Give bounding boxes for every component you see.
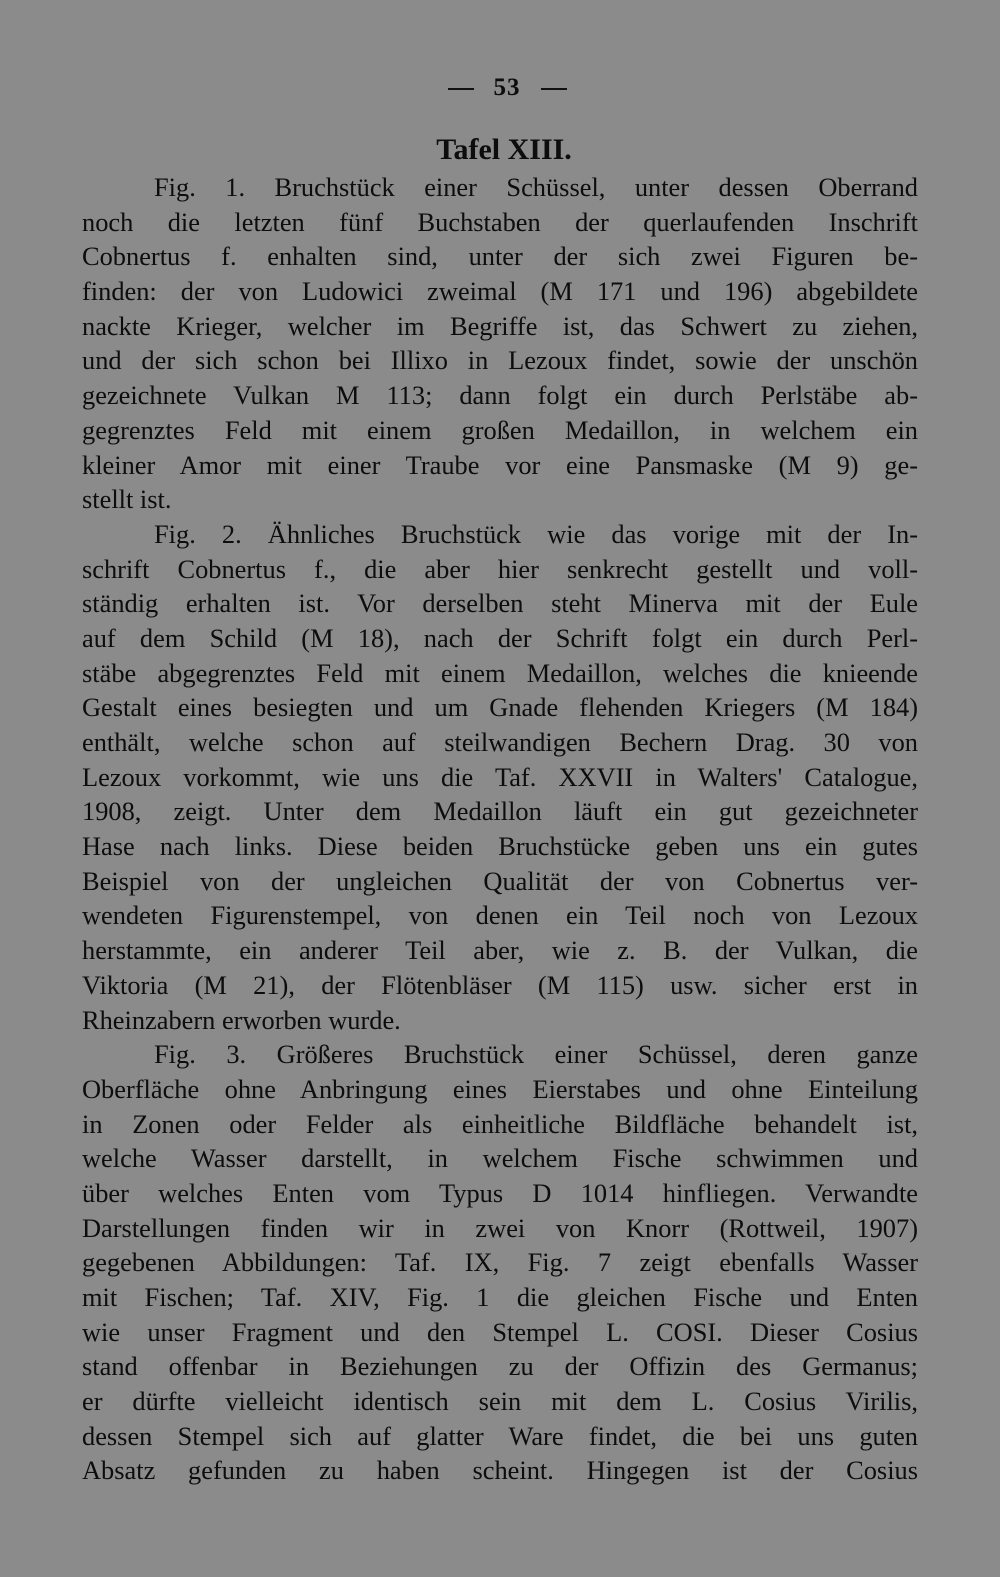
text-line: ständig erhalten ist. Vor derselben steht Minerva mit der Eule	[82, 588, 918, 619]
text-line: finden: der von Ludowici zweimal (M 171 und 196) abgebildete	[82, 276, 918, 307]
text-line: Absatz gefunden zu haben scheint. Hingegen ist der Cosius	[82, 1455, 918, 1486]
text-line: Darstellungen finden wir in zwei von Knorr (Rottweil, 1907)	[82, 1212, 918, 1243]
text-line: über welches Enten vom Typus D 1014 hinfliegen. Verwandte	[82, 1177, 918, 1208]
text-line: Viktoria (M 21), der Flötenbläser (M 115) usw. sicher erst in	[82, 969, 918, 1000]
text-line: mit Fischen; Taf. XIV, Fig. 1 die gleichen Fische und Enten	[82, 1282, 918, 1312]
text-line: Hase nach links. Diese beiden Bruchstücke geben uns ein gutes	[82, 831, 918, 862]
header-dash-right	[541, 88, 567, 90]
text-line: schrift Cobnertus f., die aber hier senkrecht gestellt und voll-	[82, 553, 918, 584]
text-line: Beispiel von der ungleichen Qualität der von Cobnertus ver-	[82, 865, 918, 896]
body-text	[82, 170, 918, 1488]
text-line: herstammte, ein anderer Teil aber, wie z. B. der Vulkan, die	[82, 935, 918, 966]
text-line: noch die letzten fünf Buchstaben der querlaufenden Inschrift	[82, 206, 918, 237]
text-line: er dürfte vielleicht identisch sein mit dem L. Cosius Virilis,	[82, 1386, 918, 1417]
plate-title: Tafel XIII.	[436, 133, 572, 166]
text-line: stellt ist.	[82, 484, 172, 515]
text-line: gegrenztes Feld mit einem großen Medaillon, in welchem ein	[82, 414, 918, 445]
text-line: Fig. 2. Ähnliches Bruchstück wie das vorige mit der In-	[154, 518, 918, 549]
text-line: Oberfläche ohne Anbringung eines Eierstabes und ohne Einteilung	[82, 1073, 918, 1104]
text-line: stand offenbar in Beziehungen zu der Offizin des Germanus;	[82, 1351, 918, 1382]
text-line: enthält, welche schon auf steilwandigen Bechern Drag. 30 von	[82, 727, 918, 757]
text-line: Fig. 3. Größeres Bruchstück einer Schüssel, deren ganze	[154, 1039, 918, 1070]
text-line: dessen Stempel sich auf glatter Ware findet, die bei uns guten	[82, 1420, 918, 1451]
text-line: in Zonen oder Felder als einheitliche Bildfläche behandelt ist,	[82, 1108, 918, 1139]
text-line: Fig. 1. Bruchstück einer Schüssel, unter dessen Oberrand	[154, 172, 918, 202]
text-line: wie unser Fragment und den Stempel L. COSI. Dieser Cosius	[82, 1316, 918, 1347]
text-line: nackte Krieger, welcher im Begriffe ist, das Schwert zu ziehen,	[82, 310, 918, 341]
text-line: Cobnertus f. enhalten sind, unter der sich zwei Figuren be-	[82, 241, 918, 272]
header-dash-left	[448, 88, 474, 90]
text-line: und der sich schon bei Illixo in Lezoux findet, sowie der unschön	[82, 345, 918, 376]
text-line: gezeichnete Vulkan M 113; dann folgt ein durch Perlstäbe ab-	[82, 380, 918, 411]
text-line: welche Wasser darstellt, in welchem Fische schwimmen und	[82, 1143, 918, 1174]
page-header	[96, 68, 918, 108]
text-line: 1908, zeigt. Unter dem Medaillon läuft ein gut gezeichneter	[82, 796, 918, 827]
page-number: 53	[493, 74, 521, 101]
text-line: stäbe abgegrenztes Feld mit einem Medaillon, welches die knieende	[82, 657, 918, 688]
text-line: wendeten Figurenstempel, von denen ein Teil noch von Lezoux	[82, 900, 918, 931]
text-line: Gestalt eines besiegten und um Gnade flehenden Kriegers (M 184)	[82, 692, 918, 723]
text-line: auf dem Schild (M 18), nach der Schrift folgt ein durch Perl-	[82, 622, 918, 653]
text-line: Lezoux vorkommt, wie uns die Taf. XXVII in Walters' Catalogue,	[82, 761, 918, 792]
text-line: Rheinzabern erworben wurde.	[82, 1004, 401, 1035]
text-line: kleiner Amor mit einer Traube vor eine Pansmaske (M 9) ge-	[82, 449, 918, 480]
text-line: gegebenen Abbildungen: Taf. IX, Fig. 7 zeigt ebenfalls Wasser	[82, 1247, 918, 1278]
